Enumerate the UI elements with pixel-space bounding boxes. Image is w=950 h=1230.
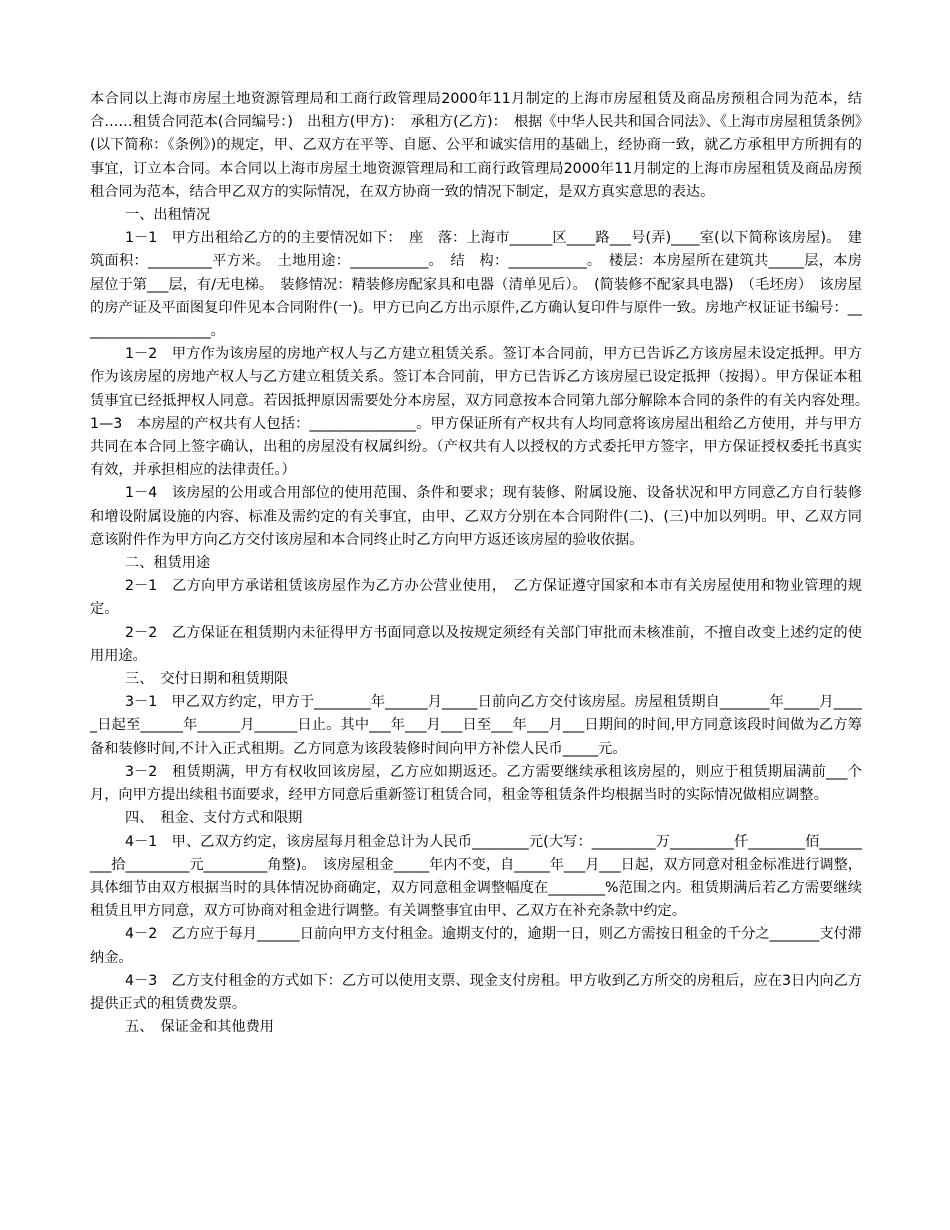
clause-4-1: 4－1 甲、乙双方约定，该房屋每月租金总计为人民币________元(大写：_________万_________仟________佰_________拾_________元_________角整)。 该房屋租金_____年内不变，自_____年___月___日起，双方同意对租金标准进行调整，具体细节由双方根据当时的具体情况协商确定，双方同意租金调整幅度在________%范围之内。租赁期满后若乙方需要继续租赁且甲方同意，双方可协商对租金进行调整。有关调整事宜由甲、乙双方在补充条款中约定。 xyxy=(90,833,862,920)
clause-1-4: 1－4 该房屋的公用或合用部位的使用范围、条件和要求；现有装修、附属设施、设备状况和甲方同意乙方自行装修和增设附属设施的内容、标准及需约定的有关事宜，由甲、乙双方分别在本合同附件(二)、(三)中加以列明。甲、乙双方同意该附件作为甲方向乙方交付该房屋和本合同终止时乙方向甲方返还该房屋的验收依据。 xyxy=(90,485,862,548)
section-heading-rent-payment: 四、 租金、支付方式和限期 xyxy=(125,810,303,827)
clause-4-3: 4－3 乙方支付租金的方式如下：乙方可以使用支票、现金支付房租。甲方收到乙方所交的房租后，应在3日内向乙方提供正式的租赁费发票。 xyxy=(90,972,862,1012)
clause-2-1: 2－1 乙方向甲方承诺租赁该房屋作为乙方办公营业使用， 乙方保证遵守国家和本市有关房屋使用和物业管理的规定。 xyxy=(90,578,862,618)
section-heading-rental-situation: 一、出租情况 xyxy=(125,207,211,224)
section-heading-rental-use: 二、租赁用途 xyxy=(125,555,211,572)
clause-1-1: 1－1 甲方出租给乙方的的主要情况如下： 座 落：上海市______区____路___号(弄)____室(以下简称该房屋)。 建筑面积：_________平方米。 土地用途：___________。 结 构：___________。 楼层：本房屋所在建筑共_____层，本房屋位于第___层，有/无电梯。 装修情况：精装修房配家具和电器（清单见后）。 (简装修不配家具电器) （毛坯房） 该房屋的房产证及平面图复印件见本合同附件(一)。甲方已向乙方出示原件,乙方确认复印件与原件一致。房地产权证证书编号：___________________。 xyxy=(90,230,862,340)
clause-3-2: 3－2 租赁期满，甲方有权收回该房屋，乙方应如期返还。乙方需要继续承租该房屋的，则应于租赁期届满前___个月，向甲方提出续租书面要求，经甲方同意后重新签订租赁合同，租金等租赁条件均根据当时的实际情况做相应调整。 xyxy=(90,763,862,804)
clause-1-2: 1－2 甲方作为该房屋的房地产权人与乙方建立租赁关系。签订本合同前，甲方已告诉乙方该房屋未设定抵押。甲方作为该房屋的房地产权人与乙方建立租赁关系。签订本合同前，甲方已告诉乙方该房屋已设定抵押（按揭）。甲方保证本租赁事宜已经抵押权人同意。若因抵押原因需要处分本房屋，双方同意按本合同第九部分解除本合同的条件的有关内容处理。 1—3 本房屋的产权共有人包括：_______________。甲方保证所有产权共有人均同意将该房屋出租给乙方使用，并与甲方共同在本合同上签字确认，出租的房屋没有权属纠纷。（产权共有人以授权的方式委托甲方签字，甲方保证授权委托书真实有效，并承担相应的法律责任。） xyxy=(90,346,877,479)
clause-2-2: 2－2 乙方保证在租赁期内未征得甲方书面同意以及按规定须经有关部门审批而未核准前，不擅自改变上述约定的使用用途。 xyxy=(90,624,862,664)
clause-4-2: 4－2 乙方应于每月______日前向甲方支付租金。逾期支付的，逾期一日，则乙方需按日租金的千分之_______支付滞纳金。 xyxy=(90,926,862,966)
section-heading-delivery-term: 三、 交付日期和租赁期限 xyxy=(125,671,289,688)
intro-paragraph: 本合同以上海市房屋土地资源管理局和工商行政管理局2000年11月制定的上海市房屋租赁及商品房预租合同为范本，结合……租赁合同范本(合同编号：) 出租方(甲方)： 承租方(乙方)： 根据《中华人民共和国合同法》、《上海市房屋租赁条例》(以下简称：《条例》)的规定，甲、乙双方在平等、自愿、公平和诚实信用的基础上，经协商一致，就乙方承租甲方所拥有的事宜，订立本合同。本合同以上海市房屋土地资源管理局和工商行政管理局2000年11月制定的上海市房屋租赁及商品房预租合同为范本，结合甲乙双方的实际情况，在双方协商一致的情况下制定，是双方真实意思的表达。 xyxy=(90,91,862,200)
clause-3-1: 3－1 甲乙双方约定，甲方于________年______月_____日前向乙方交付该房屋。房屋租赁期自_______年_____月_____日起至______年______月______日止。其中___年___月___日至___年___月___日期间的时间,甲方同意该段时间做为乙方筹备和装修时间,不计入正式租期。乙方同意为该段装修时间向甲方补偿人民币_____元。 xyxy=(90,694,862,757)
contract-page xyxy=(90,88,877,1039)
section-heading-deposit-fees: 五、 保证金和其他费用 xyxy=(125,1019,274,1036)
